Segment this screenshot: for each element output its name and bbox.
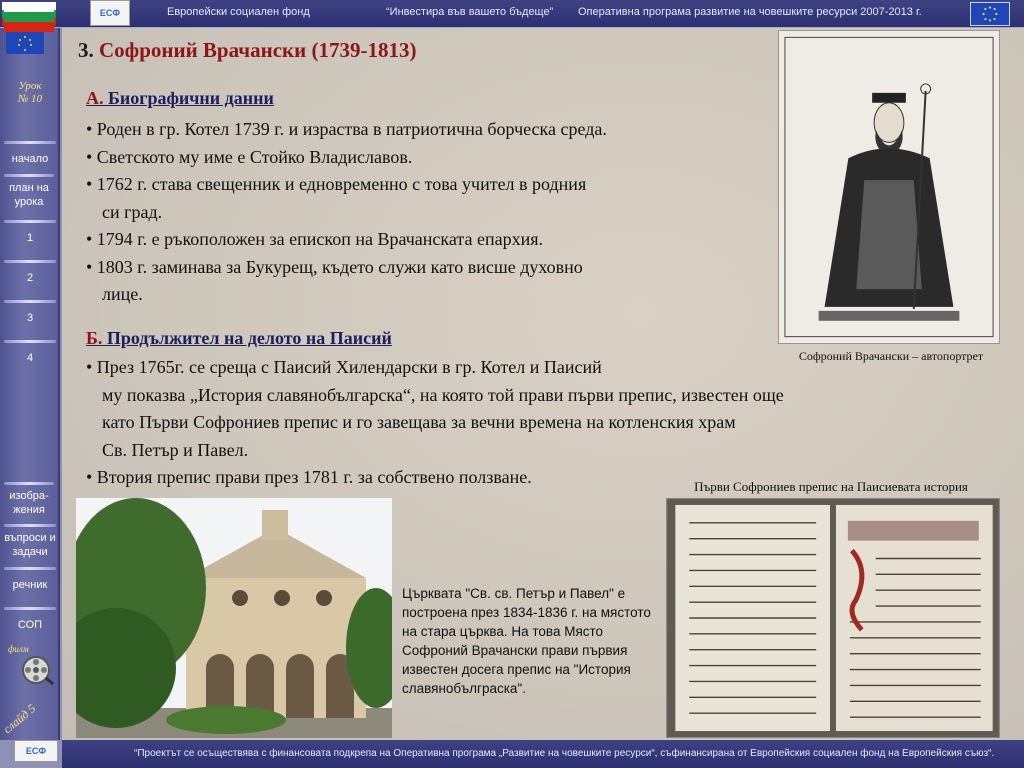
nav-label: план на урока xyxy=(9,182,49,208)
manuscript-caption: Първи Софрониев препис на Паисиевата история xyxy=(694,479,968,494)
top-banner xyxy=(0,0,1024,28)
list-item: • През 1765г. се среща с Паисий Хилендарски в гр. Котел и Паисий xyxy=(86,357,602,377)
nav-3[interactable] xyxy=(0,304,60,334)
section-title: Биографични данни xyxy=(103,88,274,108)
nav-label: 1 xyxy=(26,232,34,245)
list-item: като Първи Софрониев препис и го завещава за вечни времена на котленския храм xyxy=(102,412,736,432)
slide-content xyxy=(62,28,1024,740)
sidebar xyxy=(0,28,60,740)
church-photo xyxy=(76,498,392,738)
list-item: лице. xyxy=(102,284,143,304)
nav-label: изобра-жения xyxy=(9,490,49,516)
film-label: филм xyxy=(8,644,29,654)
list-item: • 1762 г. става свещенник и едновременно с това учител в родния xyxy=(86,174,587,194)
film-reel-icon[interactable] xyxy=(20,654,54,688)
nav-label: 2 xyxy=(26,272,34,285)
list-item: • 1803 г. заминава за Букурещ, където служи като висше духовно xyxy=(86,256,583,277)
portrait-caption: Софроний Врачански – автопортрет xyxy=(798,349,984,363)
nav-4[interactable] xyxy=(0,344,60,374)
nav-dictionary[interactable] xyxy=(0,571,60,601)
footer-banner xyxy=(62,740,1024,768)
nav-1[interactable] xyxy=(0,224,60,254)
lesson-label: Урок xyxy=(18,80,42,92)
list-item: му показва „История славянобългарска“, на която той прави първи препис, известен още xyxy=(102,384,784,405)
list-item: Св. Петър и Павел. xyxy=(102,439,249,460)
nav-label: начало xyxy=(11,153,49,166)
nav-label: 3 xyxy=(26,312,34,325)
lesson-number xyxy=(0,80,60,106)
section-b-list xyxy=(86,354,784,492)
page-title xyxy=(78,38,416,63)
title-number: 3. xyxy=(78,38,99,62)
nav-lesson-plan[interactable] xyxy=(0,178,58,214)
nav-label: въпроси и задачи xyxy=(4,532,56,558)
list-item: • 1794 г. е ръкоположен за епископ на Врачанската епархия. xyxy=(86,229,543,249)
church-caption: Църквата "Св. св. Петър и Павел" е построена през 1834-1836 г. на мястото на стара църква. На това Място Софроний Врачански прави първия известен досега препис на "История славянобълграска". xyxy=(402,586,651,696)
nav-2[interactable] xyxy=(0,264,60,294)
header-slogan: “Инвестира във вашето бъдеще” xyxy=(386,6,554,18)
header-esf-text: Европейски социален фонд xyxy=(167,6,310,18)
slide-number: слайд 5 xyxy=(0,701,39,737)
nav-sop[interactable] xyxy=(0,611,60,641)
portrait-image xyxy=(778,30,1000,344)
header-program: Оперативна програма развитие на човешките ресурси 2007-2013 г. xyxy=(578,6,922,18)
section-a-heading xyxy=(86,88,274,109)
section-b-heading xyxy=(86,328,392,349)
nav-label: 4 xyxy=(26,352,34,365)
esf-logo: ЕСФ xyxy=(90,0,130,26)
section-title: Продължител на делото на Паисий xyxy=(102,328,392,348)
list-item: • Роден в гр. Котел 1739 г. и израства в патриотична борческа среда. xyxy=(86,119,607,139)
nav-images[interactable] xyxy=(0,486,58,522)
esf-logo-small: ЕСФ xyxy=(14,740,58,762)
nav-questions[interactable] xyxy=(0,528,60,564)
nav-label: речник xyxy=(12,579,48,592)
nav-label: СОП xyxy=(17,619,43,632)
footer-text: “Проектът се осъществява с финансовата подкрепа на Оперативна програма „Развитие на човешките ресурси“, съфинансирана от Европейския социален фонд на Европейския съюз“. xyxy=(134,748,995,759)
section-letter: Б. xyxy=(86,328,103,348)
nav-start[interactable] xyxy=(0,145,60,175)
section-letter: А. xyxy=(86,88,104,108)
manuscript-image xyxy=(666,498,1000,738)
title-name: Софроний Врачански (1739-1813) xyxy=(99,38,417,62)
list-item: си град. xyxy=(102,201,163,222)
eu-flag-icon xyxy=(970,2,1010,26)
lesson-num: № 10 xyxy=(17,93,43,106)
list-item: • Светското му име е Стойко Владиславов. xyxy=(86,146,413,167)
eu-bulgaria-emblem-icon xyxy=(4,2,54,56)
section-a-list xyxy=(86,116,607,309)
list-item: • Втория препис прави през 1781 г. за собствено ползване. xyxy=(86,467,532,487)
